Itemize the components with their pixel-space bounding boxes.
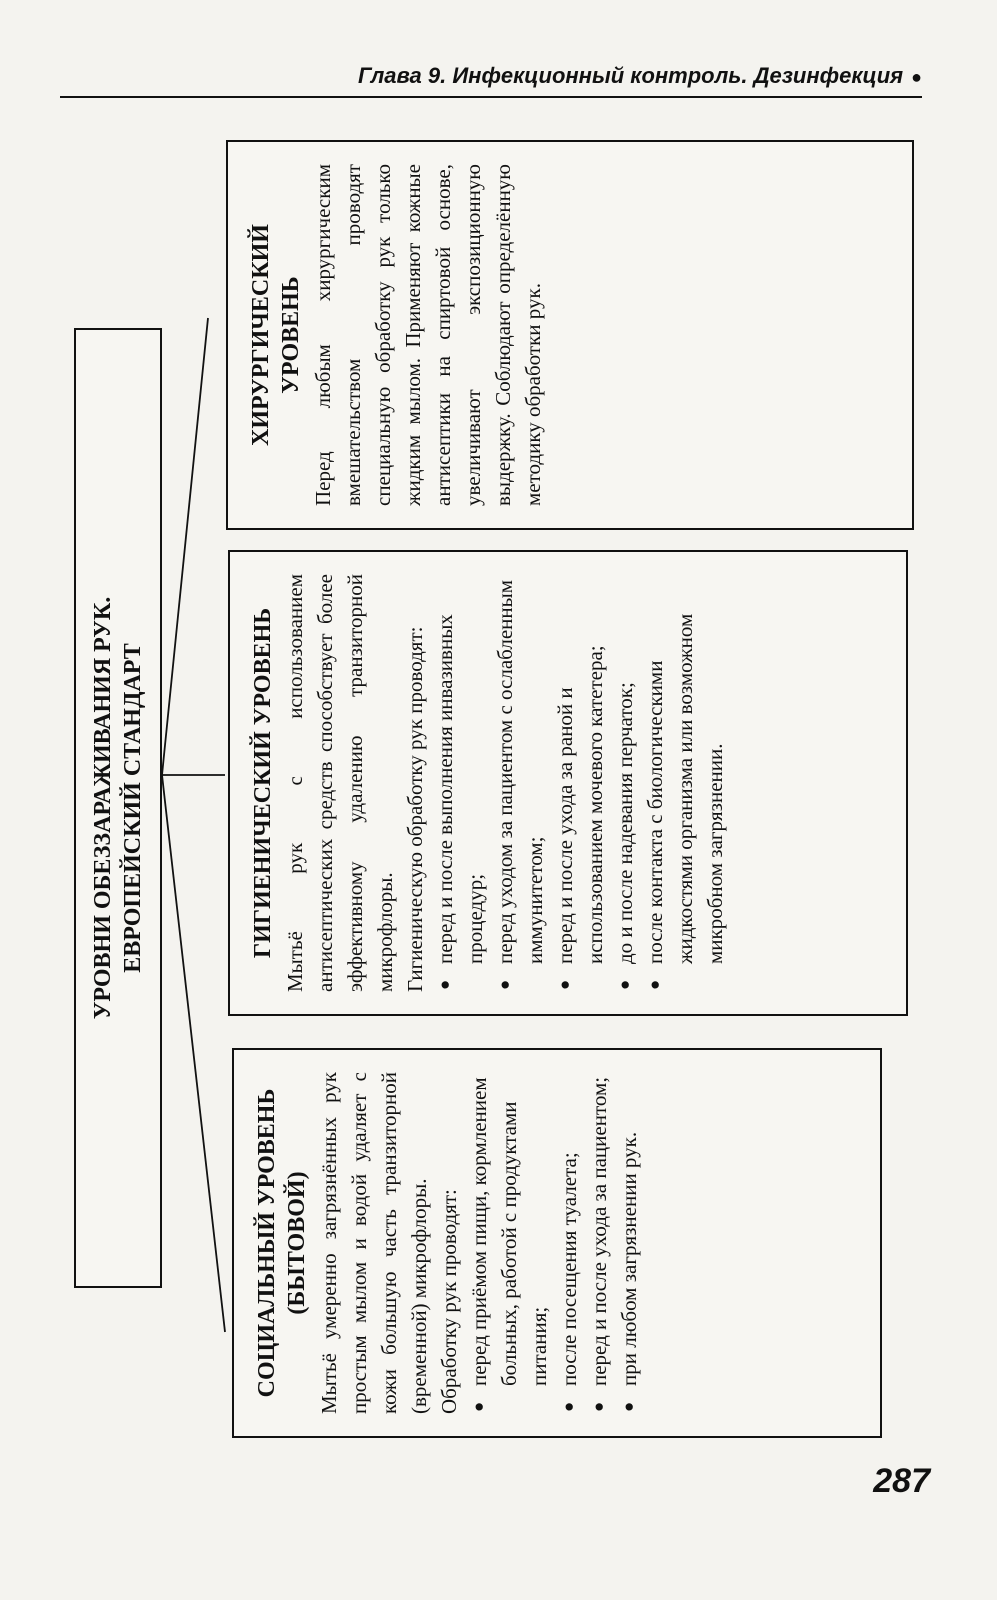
list-item: ● после контакта с биологическими жидкостями организма или возможном микробном загрязнении. xyxy=(640,574,730,992)
hygienic-level-intro: Мытьё рук с использованием антисептических средств способствует более эффективному удалению транзиторной микрофлоры. xyxy=(283,574,397,992)
hygienic-level-list xyxy=(430,574,730,992)
chapter-title: Глава 9. Инфекционный контроль. Дезинфекция xyxy=(357,63,904,88)
connector-to-surgical xyxy=(162,318,208,775)
surgical-level-title: ХИРУРГИЧЕСКИЙ УРОВЕНЬ xyxy=(248,224,304,446)
diagram-title-box xyxy=(74,328,162,1288)
list-item: ● при любом загрязнении рук. xyxy=(614,1072,644,1414)
social-level-lead: Обработку рук проводят: xyxy=(437,1189,461,1414)
list-item: ● перед и после выполнения инвазивных процедур; xyxy=(430,574,490,992)
list-item: ● перед и после ухода за раной и использованием мочевого катетера; xyxy=(550,574,610,992)
social-level-intro: Мытьё умеренно загрязнённых рук простым мылом и водой удаляет с кожи большую часть транзиторной (временной) микрофлоры. xyxy=(317,1072,431,1414)
diagram-title-line2: ЕВРОПЕЙСКИЙ СТАНДАРТ xyxy=(120,643,146,973)
surgical-level-text: Перед любым хирургическим вмешательством проводят специальную обработку рук только жидким мылом. Применяют кожные антисептики на спиртовой основе, увеличивают экспозиционную выдержку. Соблюдают определённую методику обработки рук. xyxy=(311,164,545,506)
panel-hygienic-level xyxy=(228,550,908,1016)
bullet-icon: ● xyxy=(911,67,922,87)
social-level-title: СОЦИАЛЬНЫЙ УРОВЕНЬ (БЫТОВОЙ) xyxy=(254,1088,310,1398)
list-item: ● перед и после ухода за пациентом; xyxy=(584,1072,614,1414)
list-item: ● перед приёмом пищи, кормлением больных, работой с продуктами питания; xyxy=(464,1072,554,1414)
list-item: ● после посещения туалета; xyxy=(554,1072,584,1414)
list-item: ● перед уходом за пациентом с ослабленным иммунитетом; xyxy=(490,574,550,992)
social-level-list xyxy=(464,1072,644,1414)
connector-to-social xyxy=(162,775,225,1332)
diagram-title-line1: УРОВНИ ОБЕЗЗАРАЖИВАНИЯ РУК. xyxy=(90,596,116,1020)
hygienic-level-lead: Гигиеническую обработку рук проводят: xyxy=(403,626,427,992)
panel-social-level xyxy=(232,1048,882,1438)
hygienic-level-title: ГИГИЕНИЧЕСКИЙ УРОВЕНЬ xyxy=(250,607,276,959)
list-item: ● до и после надевания перчаток; xyxy=(610,574,640,992)
panel-surgical-level xyxy=(226,140,914,530)
page-number: 287 xyxy=(873,1462,930,1500)
